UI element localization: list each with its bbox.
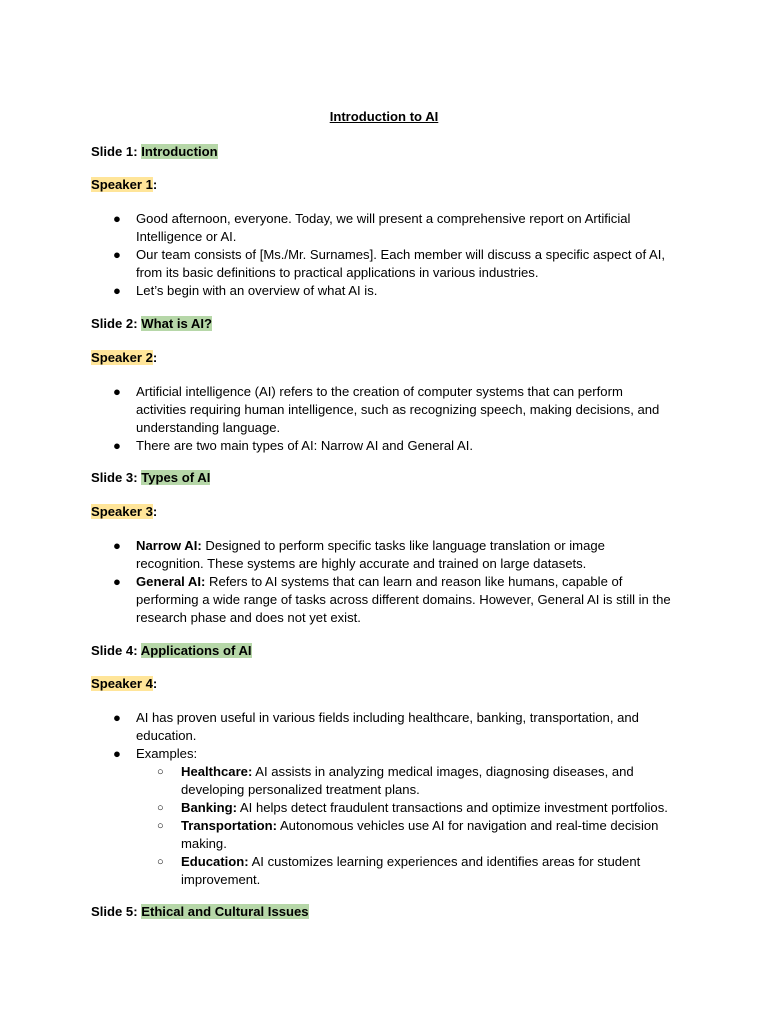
- speaker-3-label: Speaker 3: [91, 504, 153, 519]
- slide-1-heading: [91, 143, 218, 161]
- slide-3-label: Types of AI: [141, 470, 211, 485]
- speaker-3-heading: [91, 503, 157, 521]
- list-item-text: AI assists in analyzing medical images, diagnosing diseases, and developing personalized treatment plans.: [181, 764, 634, 797]
- bullet-icon: ●: [113, 574, 121, 589]
- slide-3-prefix: Slide 3:: [91, 470, 142, 485]
- slide-3-bullets: [0, 537, 676, 627]
- slide-2-label: What is AI?: [141, 316, 213, 331]
- list-item: [0, 745, 676, 763]
- list-item: [0, 853, 676, 889]
- speaker-2-heading: [91, 349, 157, 367]
- list-item: [0, 246, 676, 282]
- list-item: [0, 537, 676, 573]
- slide-5-label: Ethical and Cultural Issues: [141, 904, 309, 919]
- list-item-term: Education:: [181, 854, 249, 869]
- sub-bullet-icon: ○: [157, 766, 164, 778]
- list-item-term: General AI:: [136, 574, 206, 589]
- list-item-text: AI has proven useful in various fields including healthcare, banking, transportation, and education.: [136, 710, 639, 743]
- slide-1-prefix: Slide 1:: [91, 144, 142, 159]
- bullet-icon: ●: [113, 746, 121, 761]
- bullet-icon: ●: [113, 710, 121, 725]
- list-item-text: AI helps detect fraudulent transactions and optimize investment portfolios.: [237, 800, 668, 815]
- sub-bullet-icon: ○: [157, 820, 164, 832]
- speaker-4-label: Speaker 4: [91, 676, 153, 691]
- speaker-1-heading: [91, 176, 157, 194]
- speaker-4-colon: :: [152, 676, 158, 691]
- bullet-icon: ●: [113, 538, 121, 553]
- list-item-term: Narrow AI:: [136, 538, 202, 553]
- slide-2-heading: [91, 315, 212, 333]
- list-item-text: Examples:: [136, 746, 198, 761]
- list-item-text: Good afternoon, everyone. Today, we will present a comprehensive report on Artificial Intelligence or AI.: [136, 211, 631, 244]
- slide-5-prefix: Slide 5:: [91, 904, 142, 919]
- list-item: [0, 383, 676, 437]
- slide-4-prefix: Slide 4:: [91, 643, 141, 658]
- list-item-term: Transportation:: [181, 818, 278, 833]
- slide-1-bullets: [0, 210, 676, 300]
- list-item: [0, 573, 676, 627]
- slide-4-label: Applications of AI: [140, 643, 252, 658]
- list-item: [0, 282, 676, 300]
- list-item-text: AI customizes learning experiences and identifies areas for student improvement.: [181, 854, 641, 887]
- bullet-icon: ●: [113, 384, 121, 399]
- list-item-text: Artificial intelligence (AI) refers to the creation of computer systems that can perform activities requiring human intelligence, such as recognizing speech, making decisions, and understanding language.: [136, 384, 660, 435]
- list-item-text: Designed to perform specific tasks like language translation or image recognition. These systems are highly accurate and trained on large datasets.: [136, 538, 605, 571]
- list-item: [0, 709, 676, 745]
- list-item-text: There are two main types of AI: Narrow AI and General AI.: [136, 438, 473, 453]
- list-item-term: Banking:: [181, 800, 238, 815]
- slide-2-prefix: Slide 2:: [91, 316, 142, 331]
- bullet-icon: ●: [113, 438, 121, 453]
- slide-4-bullets: [0, 709, 676, 889]
- list-item-text: Our team consists of [Ms./Mr. Surnames]. Each member will discuss a specific aspect of AI, from its basic definitions to practical applications in various industries.: [136, 247, 666, 280]
- list-item: [0, 799, 676, 817]
- bullet-icon: ●: [113, 283, 121, 298]
- slide-4-heading: [91, 642, 252, 660]
- list-item: [0, 437, 676, 455]
- speaker-3-colon: :: [152, 504, 158, 519]
- speaker-2-colon: :: [152, 350, 158, 365]
- list-item-text: Refers to AI systems that can learn and reason like humans, capable of performing a wide range of tasks across different domains. However, General AI is still in the research phase and does not yet exist.: [136, 574, 671, 625]
- document-title: Introduction to AI: [329, 109, 439, 124]
- list-item-term: Healthcare:: [181, 764, 253, 779]
- slide-1-label: Introduction: [141, 144, 218, 159]
- sub-bullet-icon: ○: [157, 856, 164, 868]
- speaker-2-label: Speaker 2: [91, 350, 153, 365]
- list-item-text: Autonomous vehicles use AI for navigation and real-time decision making.: [181, 818, 659, 851]
- speaker-4-heading: [91, 675, 157, 693]
- slide-2-bullets: [0, 383, 676, 455]
- slide-5-heading: [91, 903, 309, 921]
- slide-3-heading: [91, 469, 210, 487]
- bullet-icon: ●: [113, 247, 121, 262]
- list-item: [0, 210, 676, 246]
- sub-bullet-icon: ○: [157, 802, 164, 814]
- list-item-text: Let’s begin with an overview of what AI is.: [136, 283, 378, 298]
- list-item: [0, 817, 676, 853]
- bullet-icon: ●: [113, 211, 121, 226]
- list-item: [0, 763, 676, 799]
- speaker-1-colon: :: [152, 177, 158, 192]
- speaker-1-label: Speaker 1: [91, 177, 153, 192]
